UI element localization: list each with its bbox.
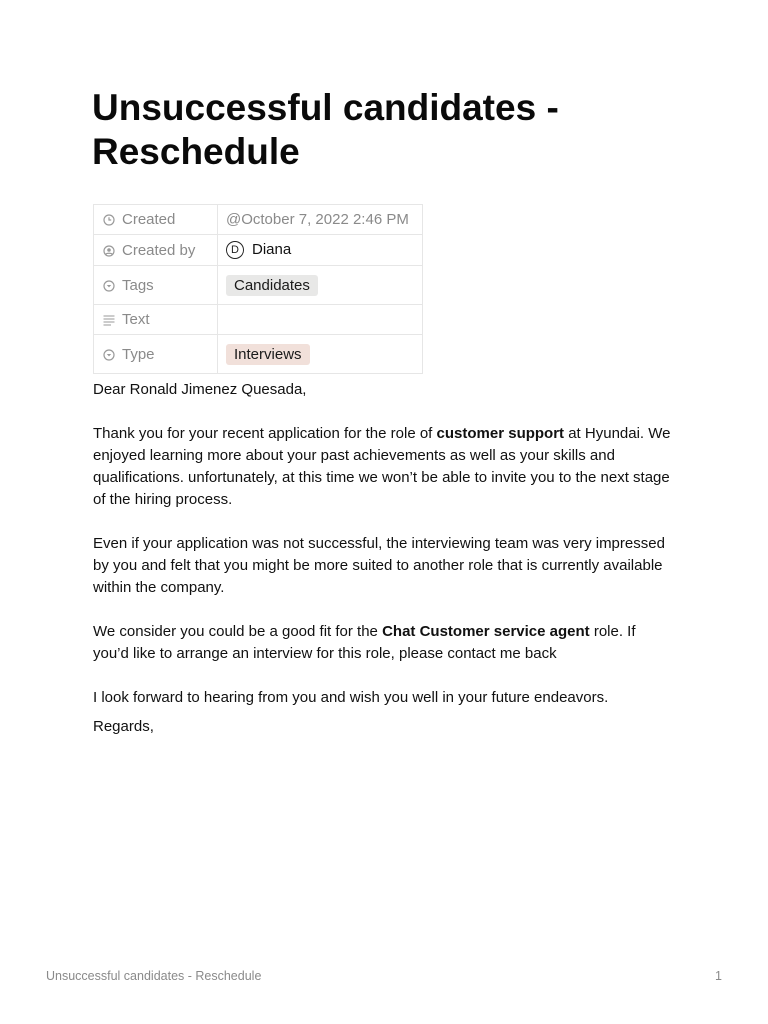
property-key-type: Type <box>122 345 155 363</box>
property-key-cell <box>94 266 218 305</box>
paragraph <box>93 423 673 511</box>
paragraph-text: role. If you’d like to arrange an interview for this role, please contact me back <box>93 623 636 662</box>
property-row-created <box>94 205 423 235</box>
property-value-created-by[interactable] <box>218 235 423 266</box>
role-name: customer support <box>436 425 565 442</box>
person-circle-icon <box>103 245 115 257</box>
avatar: D <box>226 241 244 259</box>
type-badge[interactable]: Interviews <box>226 344 310 365</box>
page-number: 1 <box>715 969 722 983</box>
text-lines-icon <box>103 314 115 326</box>
property-row-tags <box>94 266 423 305</box>
property-value-text[interactable] <box>218 305 423 335</box>
paragraph: Even if your application was not successful, the interviewing team was very impressed by you and felt that you might be more suited to another role that is currently available within the company. <box>93 535 665 596</box>
property-key-text: Text <box>122 311 150 328</box>
select-icon <box>103 349 115 361</box>
property-key-cell <box>94 305 218 335</box>
paragraph-text: We consider you could be a good fit for the <box>93 623 383 640</box>
property-value-tags[interactable] <box>218 266 423 305</box>
letter-body <box>93 379 673 760</box>
page-title: Unsuccessful candidates - Reschedule <box>92 87 559 172</box>
property-key-tags: Tags <box>122 276 154 294</box>
clock-icon <box>103 214 115 226</box>
creator-name: Diana <box>252 241 292 258</box>
salutation: Dear Ronald Jimenez Quesada, <box>93 381 307 398</box>
property-key-cell <box>94 235 218 266</box>
select-icon <box>103 280 115 292</box>
property-key-cell <box>94 335 218 374</box>
property-value-type[interactable] <box>218 335 423 374</box>
property-value-created[interactable]: @October 7, 2022 2:46 PM <box>218 205 423 235</box>
property-key-created-by: Created by <box>122 241 196 259</box>
role-name: Chat Customer service agent <box>382 623 590 640</box>
property-key-cell <box>94 205 218 235</box>
closing: Regards, <box>93 718 154 735</box>
tag-badge[interactable]: Candidates <box>226 275 318 296</box>
paragraph: I look forward to hearing from you and wish you well in your future endeavors. <box>93 689 609 706</box>
paragraph-text: Thank you for your recent application for the role of <box>93 425 437 442</box>
paragraph <box>93 621 673 665</box>
property-key-created: Created <box>122 211 176 228</box>
footer-title: Unsuccessful candidates - Reschedule <box>46 969 262 983</box>
property-row-type <box>94 335 423 374</box>
paragraph-text: at Hyundai. We enjoyed learning more about your past achievements as well as your skills and qualifications. unfortunately, at this time we won’t be able to invite you to the next stage of the hiring process. <box>93 425 671 508</box>
property-row-created-by <box>94 235 423 266</box>
properties-table <box>93 204 423 374</box>
property-row-text <box>94 305 423 335</box>
